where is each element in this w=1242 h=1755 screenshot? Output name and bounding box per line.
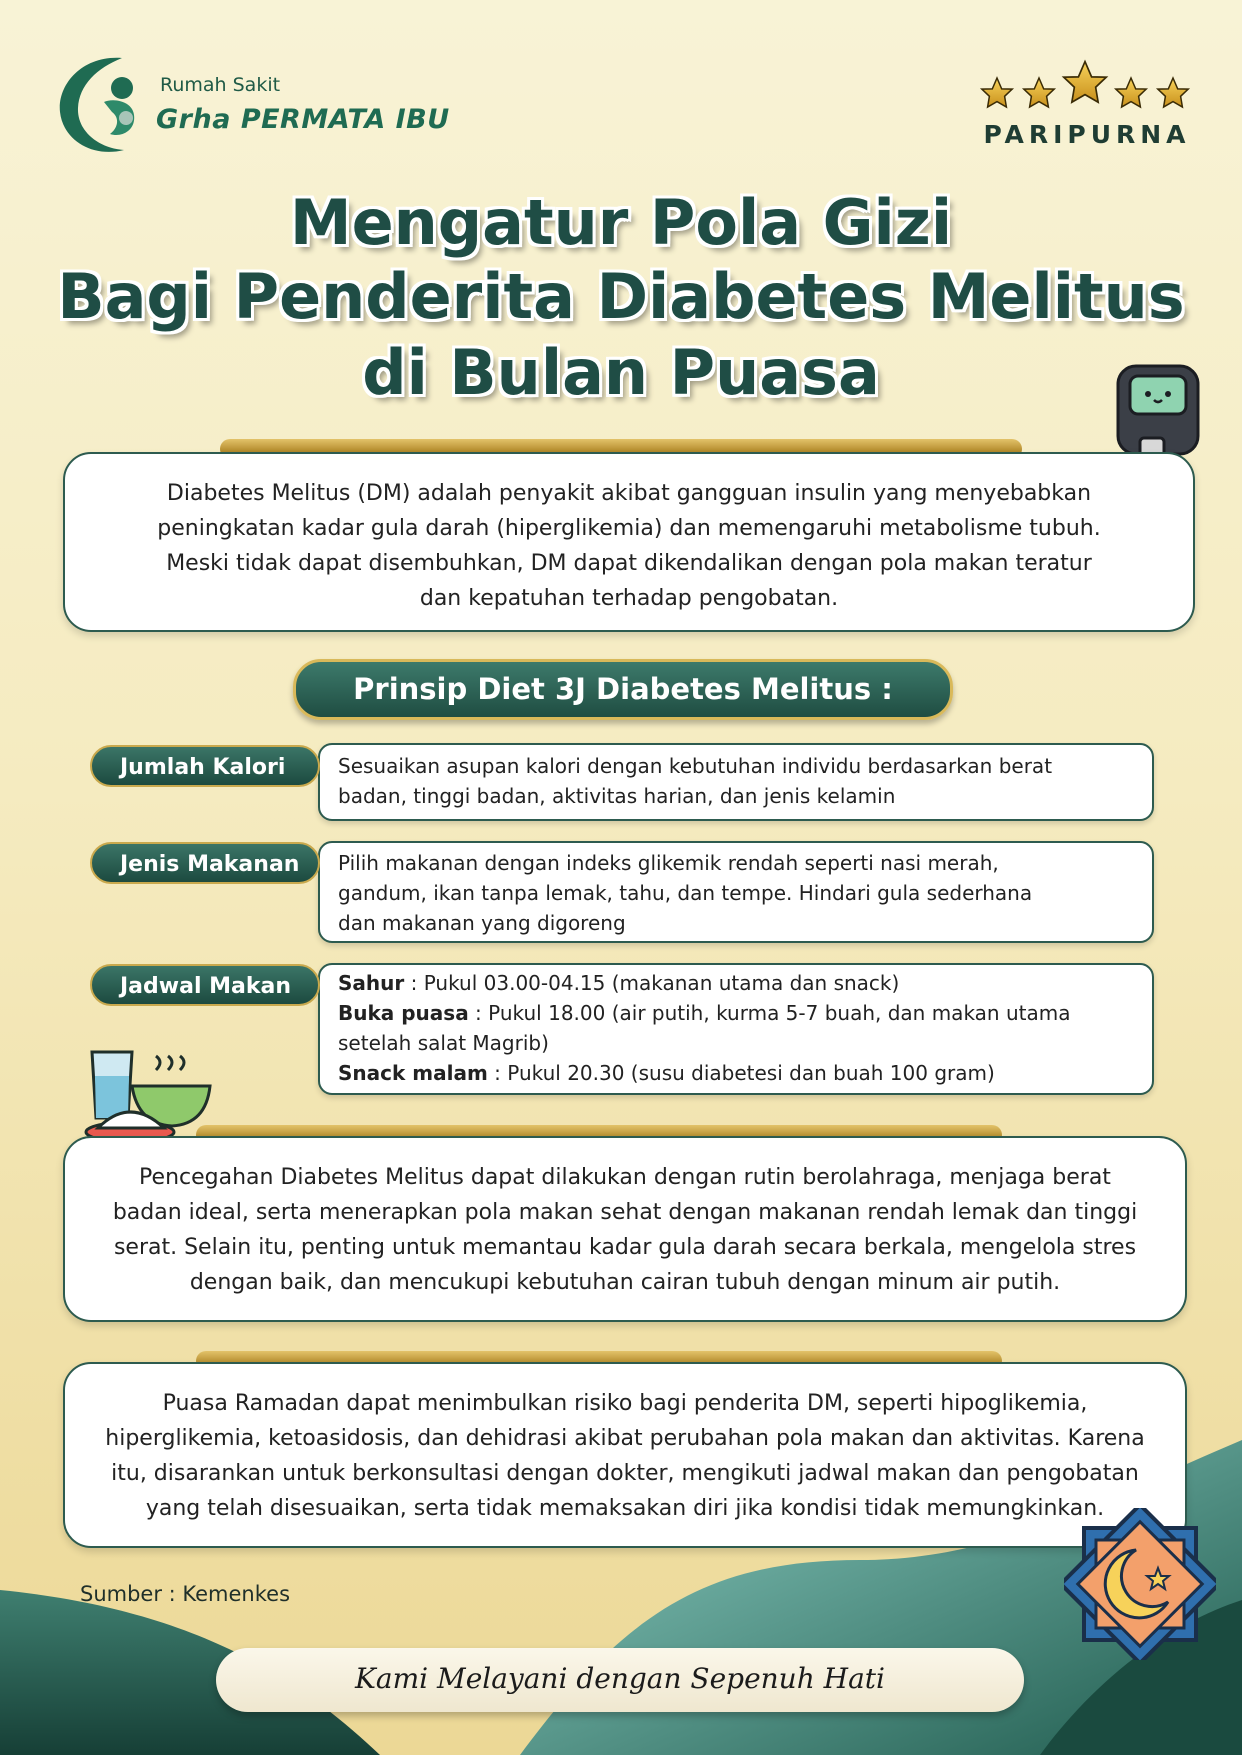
intro-text: [65, 476, 1193, 616]
rule-label-calorie: Jumlah Kalori: [90, 745, 320, 787]
intro-line: Diabetes Melitus (DM) adalah penyakit akibat gangguan insulin yang menyebabkan: [166, 481, 1092, 506]
glucometer-icon: [1110, 360, 1210, 465]
rule-text: [338, 751, 1138, 811]
schedule-sep: :: [487, 1061, 508, 1085]
ramadan-line: yang telah disesuaikan, serta tidak memaksakan diri jika kondisi tidak memungkinkan.: [145, 1496, 1105, 1521]
ramadan-line: hiperglikemia, ketoasidosis, dan dehidrasi akibat perubahan pola makan dan aktivitas. Karena: [105, 1426, 1145, 1451]
schedule-text: setelah salat Magrib): [338, 1031, 549, 1055]
meal-icon: [84, 1046, 214, 1146]
schedule-text: Pukul 03.00-04.15 (makanan utama dan snack): [423, 971, 900, 995]
footer-banner: [216, 1648, 1024, 1712]
rule-label-schedule: Jadwal Makan: [90, 964, 320, 1006]
source-note: Sumber : Kemenkes: [80, 1582, 291, 1606]
rule-line: Pilih makanan dengan indeks glikemik rendah seperti nasi merah,: [338, 851, 999, 875]
ramadan-text: [65, 1386, 1185, 1526]
schedule-list: [338, 968, 1138, 1088]
schedule-name: Sahur: [338, 971, 405, 995]
prevention-box: [63, 1136, 1187, 1322]
logo-subtitle: Rumah Sakit: [160, 74, 281, 96]
intro-line: Meski tidak dapat disembuhkan, DM dapat dikendalikan dengan pola makan teratur: [166, 551, 1092, 576]
ramadan-line: itu, disarankan untuk berkonsultasi dengan dokter, mengikuti jadwal makan dan pengobatan: [111, 1461, 1139, 1486]
rule-box-food-type: [318, 841, 1154, 943]
prevention-line: serat. Selain itu, penting untuk memantau kadar gula darah secara berkala, mengelola stres: [113, 1235, 1137, 1260]
rule-text: [338, 848, 1138, 938]
prevention-line: badan ideal, serta menerapkan pola makan sehat dengan makanan rendah lemak dan tinggi: [112, 1200, 1138, 1225]
star-icon: [975, 58, 1195, 116]
rule-label-food-type: Jenis Makanan: [90, 842, 320, 884]
prevention-text: [65, 1160, 1185, 1300]
intro-line: peningkatan kadar gula darah (hiperglikemia) dan memengaruhi metabolisme tubuh.: [157, 516, 1101, 541]
schedule-name: Buka puasa: [338, 1001, 469, 1025]
schedule-line-sahur: [338, 968, 1138, 998]
principle-heading: Prinsip Diet 3J Diabetes Melitus :: [293, 659, 953, 720]
schedule-text: Pukul 18.00 (air putih, kurma 5-7 buah, dan makan utama: [488, 1001, 1071, 1025]
footer-tagline: Kami Melayani dengan Sepenuh Hati: [355, 1662, 885, 1695]
schedule-line-snack: [338, 1058, 1138, 1088]
rule-line: gandum, ikan tanpa lemak, tahu, dan tempe. Hindari gula sederhana: [338, 881, 1033, 905]
rule-line: badan, tinggi badan, aktivitas harian, dan jenis kelamin: [338, 784, 896, 808]
ramadan-line: Puasa Ramadan dapat menimbulkan risiko bagi penderita DM, seperti hipoglikemia,: [162, 1391, 1088, 1416]
logo-name: Grha PERMATA IBU: [156, 104, 450, 135]
page-title-line-1: Mengatur Pola Gizi: [289, 186, 953, 259]
crescent-moon-star-icon: [1064, 1508, 1216, 1660]
schedule-sep: :: [404, 971, 424, 995]
accreditation-label: PARIPURNA: [983, 120, 1191, 149]
intro-line: dan kepatuhan terhadap pengobatan.: [419, 586, 839, 611]
schedule-line-buka: [338, 998, 1138, 1028]
rule-box-calorie: [318, 743, 1154, 821]
rule-box-schedule: [318, 963, 1154, 1095]
prevention-line: dengan baik, dan mencukupi kebutuhan cairan tubuh dengan minum air putih.: [189, 1270, 1061, 1295]
schedule-sep: :: [468, 1001, 489, 1025]
page-title-line-2: Bagi Penderita Diabetes Melitus: [57, 260, 1185, 333]
rule-line: dan makanan yang digoreng: [338, 911, 626, 935]
page-title-line-3: di Bulan Puasa: [362, 336, 880, 409]
hospital-logo-icon: [52, 50, 152, 160]
schedule-text: Pukul 20.30 (susu diabetesi dan buah 100 gram): [507, 1061, 995, 1085]
intro-box: [63, 452, 1195, 632]
rule-line: Sesuaikan asupan kalori dengan kebutuhan individu berdasarkan berat: [338, 754, 1053, 778]
schedule-name: Snack malam: [338, 1061, 488, 1085]
prevention-line: Pencegahan Diabetes Melitus dapat dilakukan dengan rutin berolahraga, menjaga berat: [139, 1165, 1111, 1190]
ramadan-box: [63, 1362, 1187, 1548]
schedule-line-buka-cont: [338, 1028, 1138, 1058]
